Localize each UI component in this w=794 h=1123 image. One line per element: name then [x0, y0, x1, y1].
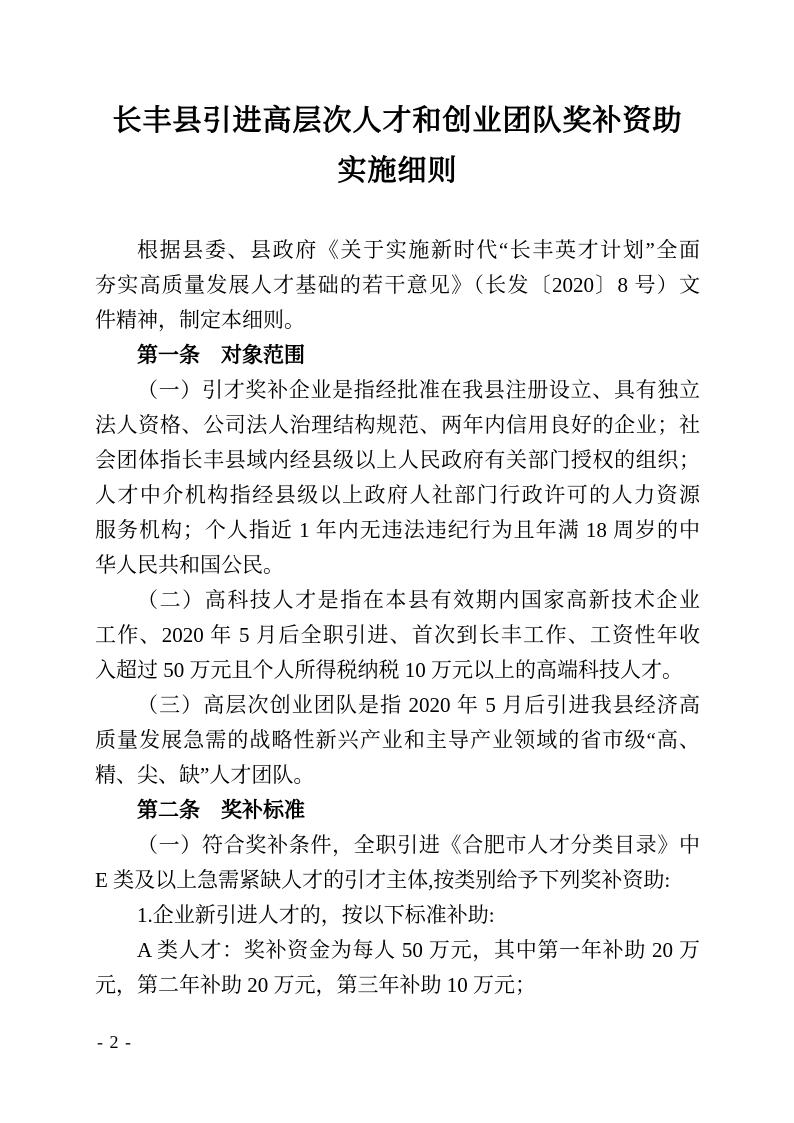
document-body	[95, 233, 700, 1003]
body-line: 元，第二年补助 20 万元，第三年补助 10 万元；	[95, 973, 536, 997]
body-line: 会团体指长丰县域内经县级以上人民政府有关部门授权的组织；	[95, 448, 700, 472]
document-title-line-2: 实施细则	[337, 155, 458, 187]
body-line: 人才中介机构指经县级以上政府人社部门行政许可的人力资源	[95, 483, 700, 507]
page-number: - 2 -	[97, 1032, 132, 1052]
body-line: （一）符合奖补条件，全职引进《合肥市人才分类目录》中	[137, 833, 700, 857]
body-line: E 类及以上急需紧缺人才的引才主体,按类别给予下列奖补资助:	[95, 868, 671, 892]
body-line: 工作、2020 年 5 月后全职引进、首次到长丰工作、工资性年收	[95, 623, 700, 647]
document-title-line-1: 长丰县引进高层次人才和创业团队奖补资助	[112, 105, 683, 137]
body-line: （二）高科技人才是指在本县有效期内国家高新技术企业	[137, 588, 700, 612]
body-line: 1.企业新引进人才的，按以下标准补助:	[137, 903, 495, 927]
body-line: 华人民共和国公民。	[95, 553, 284, 577]
body-line: 质量发展急需的战略性新兴产业和主导产业领域的省市级“高、	[95, 728, 700, 752]
body-line: 夯实高质量发展人才基础的若干意见》（长发〔2020〕8 号）文	[95, 273, 700, 297]
body-line: （三）高层次创业团队是指 2020 年 5 月后引进我县经济高	[137, 693, 700, 717]
body-line: 入超过 50 万元且个人所得税纳税 10 万元以上的高端科技人才。	[95, 658, 683, 682]
body-line: 精、尖、缺”人才团队。	[95, 763, 315, 787]
body-line: 根据县委、县政府《关于实施新时代“长丰英才计划”全面	[137, 238, 700, 262]
body-line: （一）引才奖补企业是指经批准在我县注册设立、具有独立	[137, 378, 700, 402]
body-line: A 类人才：奖补资金为每人 50 万元，其中第一年补助 20 万	[137, 938, 700, 962]
section-heading-1: 第一条 对象范围	[137, 344, 305, 367]
body-line: 服务机构；个人指近 1 年内无违法违纪行为且年满 18 周岁的中	[95, 518, 700, 542]
section-heading-2: 第二条 奖补标准	[137, 799, 305, 822]
document-title	[95, 96, 700, 196]
body-line: 法人资格、公司法人治理结构规范、两年内信用良好的企业；社	[95, 413, 700, 437]
body-line: 件精神，制定本细则。	[95, 308, 305, 332]
